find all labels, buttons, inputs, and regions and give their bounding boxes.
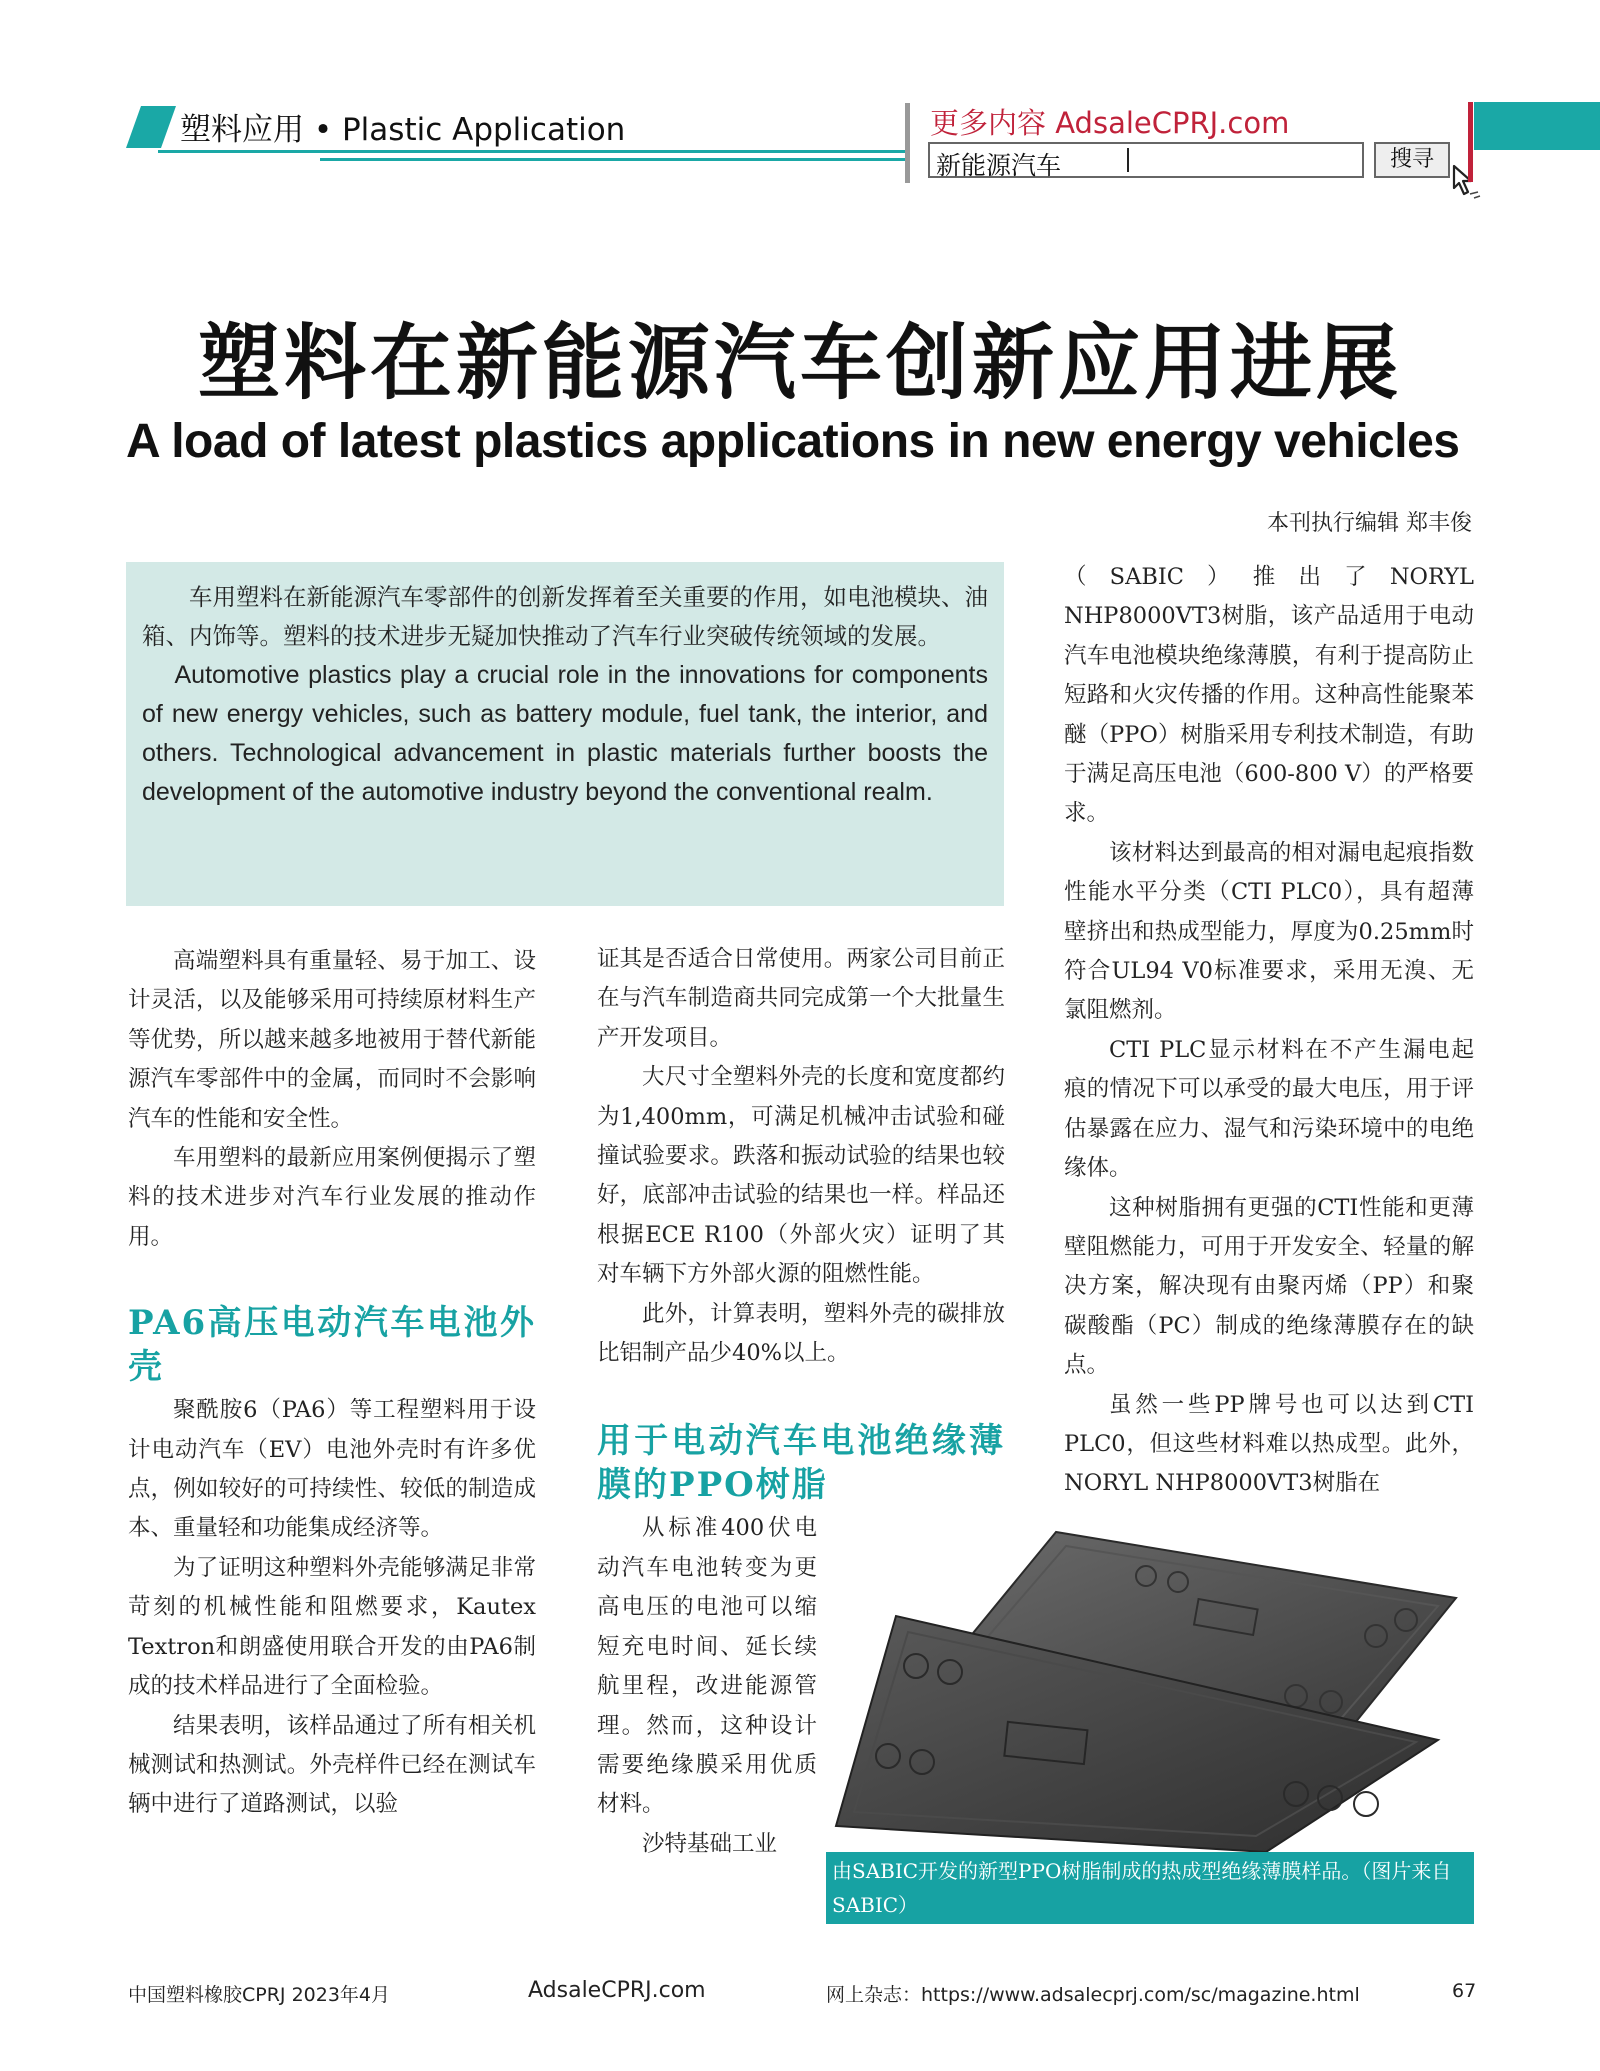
search-button[interactable]: 搜寻 [1374, 142, 1450, 178]
header-rule-secondary [320, 158, 910, 161]
paragraph: 该材料达到最高的相对漏电起痕指数性能水平分类（CTI PLC0），具有超薄壁挤出和热成型能力，厚度为0.25mm时符合UL94 V0标准要求，采用无溴、无氯阻燃剂。 [1064, 839, 1474, 1024]
pointer-cursor-icon [1440, 158, 1490, 208]
page-number: 67 [1452, 1980, 1477, 2002]
more-content-link[interactable]: 更多内容 AdsaleCPRJ.com [930, 106, 1290, 140]
header-accent-wedge [126, 106, 176, 148]
paragraph: 证其是否适合日常使用。两家公司目前正在与汽车制造商共同完成第一个大批量生产开发项目。 [597, 946, 1005, 1051]
search-input[interactable]: 新能源汽车 [928, 142, 1364, 178]
section-label: 塑料应用 • Plastic Application [180, 112, 626, 148]
page-subtitle: A load of latest plastics applications in new energy vehicles [126, 415, 1460, 468]
abstract-cn: 车用塑料在新能源汽车零部件的创新发挥着至关重要的作用，如电池模块、油箱、内饰等。塑料的技术进步无疑加快推动了汽车行业突破传统领域的发展。 [142, 583, 988, 650]
paragraph: （SABIC）推出了NORYL NHP8000VT3树脂，该产品适用于电动汽车电池模块绝缘薄膜，有利于提高防止短路和火灾传播的作用。这种高性能聚苯醚（PPO）树脂采用专利技术制造，有助于满足高压电池（600-800 V）的严格要求。 [1064, 564, 1474, 827]
abstract-box [126, 562, 1004, 906]
paragraph: 这种树脂拥有更强的CTI性能和更薄壁阻燃能力，可用于开发安全、轻量的解决方案，解决现有由聚丙烯（PP）和聚碳酸酯（PC）制成的绝缘薄膜存在的缺点。 [1064, 1194, 1474, 1379]
header-red-accent [1468, 102, 1473, 182]
page-title: 塑料在新能源汽车创新应用进展 [197, 316, 1402, 411]
footer-magazine-link[interactable]: 网上杂志：https://www.adsalecprj.com/sc/magazine.html [826, 1984, 1360, 2006]
text-caret [1127, 148, 1129, 172]
paragraph: 车用塑料的最新应用案例便揭示了塑料的技术进步对汽车行业发展的推动作用。 [128, 1145, 536, 1250]
column-3 [1064, 558, 1474, 1504]
paragraph: 高端塑料具有重量轻、易于加工、设计灵活，以及能够采用可持续原材料生产等优势，所以越来越多地被用于替代新能源汽车零部件中的金属，而同时不会影响汽车的性能和安全性。 [128, 948, 536, 1132]
paragraph: 此外，计算表明，塑料外壳的碳排放比铝制产品少40%以上。 [597, 1300, 1005, 1367]
paragraph: 虽然一些PP牌号也可以达到CTI PLC0，但这些材料难以热成型。此外，NORYL NHP8000VT3树脂在 [1064, 1391, 1474, 1497]
abstract-en: Automotive plastics play a crucial role in the innovations for components of new energy vehicles, such as battery module, fuel tank, the interior, and others. Technological advancement in plastic materials further boosts the development of the automotive industry beyond the conventional realm. [142, 661, 988, 806]
footer-site-link[interactable]: AdsaleCPRJ.com [528, 1978, 706, 2003]
header-divider [905, 103, 910, 183]
paragraph: 大尺寸全塑料外壳的长度和宽度都约为1,400mm，可满足机械冲击试验和碰撞试验要求。跌落和振动试验的结果也较好，底部冲击试验的结果也一样。样品还根据ECE R100（外部火灾）证明了其对车辆下方外部火源的阻燃性能。 [597, 1064, 1005, 1288]
figure-caption: 由SABIC开发的新型PPO树脂制成的热成型绝缘薄膜样品。（图片来自SABIC） [826, 1852, 1474, 1924]
insulation-film-photo [826, 1516, 1476, 1852]
column-1 [128, 942, 536, 1825]
section-heading: 用于电动汽车电池绝缘薄膜的PPO树脂 [597, 1421, 1005, 1506]
paragraph: 结果表明，该样品通过了所有相关机械测试和热测试。外壳样件已经在测试车辆中进行了道路测试，以验 [128, 1712, 536, 1818]
header-rule [158, 150, 908, 153]
paragraph: 聚酰胺6（PA6）等工程塑料用于设计电动汽车（EV）电池外壳时有许多优点，例如较好的可持续性、较低的制造成本、重量轻和功能集成经济等。 [128, 1397, 536, 1542]
header-teal-block [1474, 102, 1600, 150]
paragraph: CTI PLC显示材料在不产生漏电起痕的情况下可以承受的最大电压，用于评估暴露在应力、湿气和污染环境中的电绝缘体。 [1064, 1036, 1474, 1182]
paragraph: 从标准400伏电动汽车电池转变为更高电压的电池可以缩短充电时间、延长续航里程，改进能源管理。然而，这种设计需要绝缘膜采用优质材料。 [597, 1515, 817, 1818]
editor-credit: 本刊执行编辑 郑丰俊 [1267, 511, 1472, 536]
paragraph: 沙特基础工业 [642, 1830, 778, 1857]
footer-publication: 中国塑料橡胶CPRJ 2023年4月 [128, 1984, 391, 2006]
paragraph: 为了证明这种塑料外壳能够满足非常苛刻的机械性能和阻燃要求，Kautex Textron和朗盛使用联合开发的由PA6制成的技术样品进行了全面检验。 [128, 1554, 536, 1700]
section-heading: PA6高压电动汽车电池外壳 [128, 1303, 536, 1388]
